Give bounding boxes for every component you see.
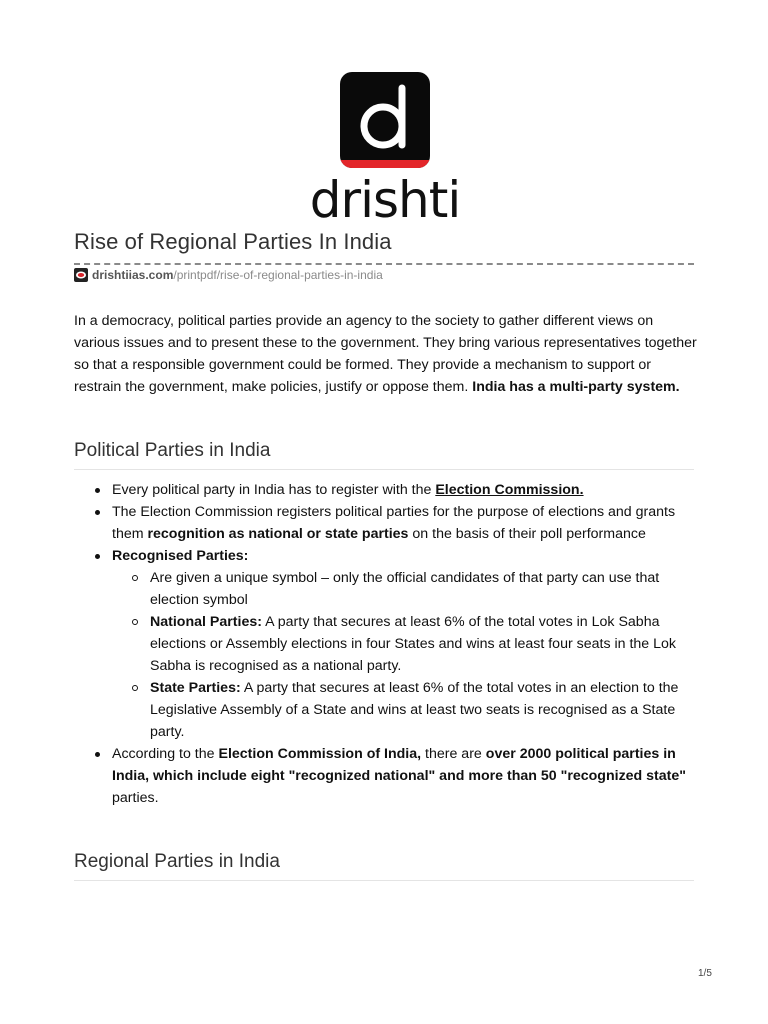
source-domain-link[interactable]: drishtiias.com <box>92 268 174 282</box>
list-item-text: there are <box>425 746 482 762</box>
site-favicon-icon <box>74 268 88 282</box>
sublist-item-text: A party that secures at least 6% of the total votes in Lok Sabha elections or Assembly elections in four States and wins at least four seats in the Lok Sabha is recognised as a national party. <box>150 614 677 674</box>
list-item-bold: recognition as national or state parties <box>147 526 409 542</box>
title-divider <box>74 263 694 265</box>
intro-bold: India has a multi-party system. <box>472 379 680 395</box>
sublist-item <box>112 677 699 743</box>
sublist-item <box>112 567 699 611</box>
sublist-item-text: Are given a unique symbol – only the official candidates of that party can use that election symbol <box>150 570 660 608</box>
list-item <box>74 479 699 501</box>
list-item-text: The Election Commission registers political parties for the purpose of elections and grants them <box>112 504 676 542</box>
logo-letter-d-icon <box>340 72 430 168</box>
source-line <box>74 268 383 282</box>
list-item-bold: Election Commission of India, <box>218 746 422 762</box>
recognised-parties-sublist <box>112 567 699 743</box>
list-item <box>74 743 699 809</box>
national-parties-label: National Parties: <box>150 614 262 630</box>
state-parties-label: State Parties: <box>150 680 241 696</box>
page-number: 1/5 <box>698 968 712 979</box>
section-heading-political-parties: Political Parties in India <box>74 440 271 461</box>
political-parties-list <box>74 479 699 809</box>
intro-paragraph <box>74 310 699 398</box>
section-heading-regional-parties: Regional Parties in India <box>74 851 280 872</box>
drishti-logo <box>310 72 460 227</box>
list-item <box>74 501 699 545</box>
election-commission-link[interactable]: Election Commission. <box>435 482 584 498</box>
list-item-text: According to the <box>112 746 215 762</box>
list-item-bold: over 2000 political parties in India, which include eight "recognized national" and more than 50 "recognized state" <box>112 746 687 784</box>
sublist-item <box>112 611 699 677</box>
list-item-text: Every political party in India has to register with the <box>112 482 432 498</box>
list-item-text: parties. <box>112 790 159 806</box>
source-path-link[interactable]: /printpdf/rise-of-regional-parties-in-india <box>173 268 383 282</box>
logo-red-band <box>340 160 430 168</box>
recognised-parties-label: Recognised Parties: <box>112 548 249 564</box>
list-item-text: on the basis of their poll performance <box>412 526 646 542</box>
list-item <box>74 545 699 743</box>
section-divider <box>74 880 694 881</box>
sublist-item-text: A party that secures at least 6% of the total votes in an election to the Legislative Assembly of a State and wins at least two seats is recognised as a State party. <box>150 680 679 740</box>
intro-text: In a democracy, political parties provide an agency to the society to gather different views on various issues and to present these to the government. They bring various representatives together so that a responsible government could be formed. They provide a mechanism to support or restrain the government, make policies, justify or oppose them. <box>74 313 697 395</box>
logo-tile <box>340 72 430 168</box>
svg-text:drishti: drishti <box>310 171 460 225</box>
logo-wordmark <box>310 170 460 225</box>
page-title: Rise of Regional Parties In India <box>74 229 392 254</box>
section-divider <box>74 469 694 470</box>
